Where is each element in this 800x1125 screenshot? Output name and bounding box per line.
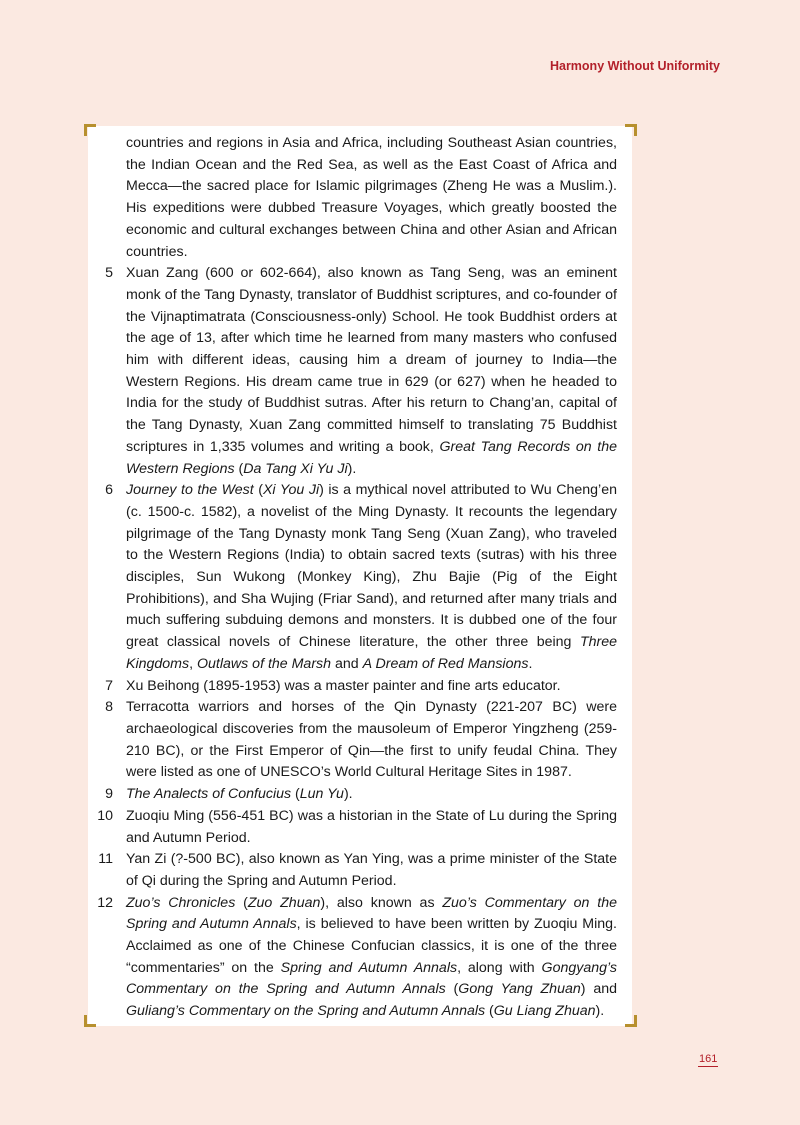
endnote-item <box>92 806 617 849</box>
endnote-title-italic: The Analects of Confucius <box>126 786 292 803</box>
endnote-text-run: Yan Zi (?-500 BC), also known as Yan Ying, was a prime minister of the State of Qi during the Spring and Autumn Period. <box>126 851 617 889</box>
endnote-number: 6 <box>105 482 113 499</box>
endnotes-list <box>92 133 617 1023</box>
endnote-text-run: Terracotta warriors and horses of the Qin Dynasty (221-207 BC) were archaeological discoveries from the mausoleum of Emperor Yingzheng (259-210 BC), or the First Emperor of Qin—the first to unify feudal China. They were listed as one of UNESCO’s World Cultural Heritage Sites in 1987. <box>126 699 617 781</box>
endnote-text-run: ). <box>347 460 357 477</box>
endnote-text-run: countries and regions in Asia and Africa, including Southeast Asian countries, the Indian Ocean and the Red Sea, as well as the East Coast of Africa and Mecca—the sacred place for Islamic pilgrimages (Zheng He was a Muslim.). His expeditions were dubbed Treasure Voyages, which greatly boosted the economic and cultural exchanges between China and other Asian and African countries. <box>126 135 617 260</box>
endnote-item <box>92 784 617 806</box>
endnote-title-italic: Outlaws of the Marsh <box>196 655 332 672</box>
endnote-text-run: ( <box>253 482 263 499</box>
endnote-title-italic: Three Kingdoms <box>126 634 617 672</box>
endnote-text-run: ). <box>595 1003 605 1020</box>
endnote-text-run: Xu Beihong (1895-1953) was a master painter and fine arts educator. <box>126 677 561 694</box>
endnote-number: 9 <box>105 786 113 803</box>
endnote-text <box>126 895 617 1020</box>
endnote-text <box>126 808 617 846</box>
endnote-title-italic: Great Tang Records on the Western Regions <box>126 438 618 477</box>
endnote-number: 12 <box>97 894 113 911</box>
endnote-title-italic: Guliang’s Commentary on the Spring and Autumn Annals <box>126 1003 486 1020</box>
endnote-text <box>126 482 617 672</box>
endnote-title-italic: Zuo Zhuan <box>247 894 321 911</box>
endnote-title-italic: Zuo’s Chronicles <box>126 894 236 911</box>
endnote-text-run: ( <box>485 1003 494 1020</box>
endnote-title-italic: Journey to the West <box>126 482 254 499</box>
running-head: Harmony Without Uniformity <box>549 59 720 73</box>
corner-mark-bottom-right <box>625 1015 637 1027</box>
endnote-text-run: ( <box>445 981 459 998</box>
endnote-text <box>126 265 617 476</box>
endnote-number: 8 <box>105 699 113 716</box>
endnote-text <box>126 851 617 889</box>
endnote-text-run: ) and <box>580 981 617 998</box>
endnote-item <box>92 263 617 480</box>
endnote-title-italic: Spring and Autumn Annals <box>280 959 458 976</box>
endnote-text-run: . <box>528 655 533 672</box>
endnote-title-italic: Gong Yang Zhuan <box>458 981 581 998</box>
endnote-text-run: , along with <box>457 959 542 976</box>
endnote-item <box>92 893 617 1023</box>
endnote-text-run: Zuoqiu Ming (556-451 BC) was a historian in the State of Lu during the Spring and Autumn Period. <box>126 807 617 846</box>
endnote-number: 11 <box>98 851 113 868</box>
endnote-title-italic: Gu Liang Zhuan <box>493 1003 596 1020</box>
endnote-text-run: , is believed to have been written by Zuoqiu Ming. Acclaimed as one of the Chinese Confucian classics, it is one of the three “commentaries” on the <box>126 916 617 976</box>
endnote-number: 10 <box>97 807 113 824</box>
endnote-item <box>92 849 617 892</box>
endnote-text-run: and <box>331 655 363 672</box>
endnote-text-run: ( <box>291 786 300 803</box>
endnote-text-run: ) is a mythical novel attributed to Wu Cheng’en (c. 1500-c. 1582), a novelist of the Ming Dynasty. It recounts the legendary pilgrimage of the Tang Dynasty monk Tang Seng (Xuan Zang), who traveled to the Western Regions (India) to obtain sacred texts (sutras) with his three disciples, Sun Wukong (Monkey King), Zhu Bajie (Pig of the Eight Prohibitions), and Sha Wujing (Friar Sand), and returned after many trials and much suffering subduing demons and monsters. It is dubbed one of the four great classical novels of Chinese literature, the other three being <box>126 482 617 651</box>
endnote-number: 5 <box>105 265 113 282</box>
endnote-text-run: ( <box>235 894 248 911</box>
endnote-text <box>126 786 353 802</box>
endnote-number: 7 <box>105 677 113 694</box>
endnote-item <box>92 480 617 675</box>
endnote-text-run: , <box>189 655 197 672</box>
endnote-title-italic: A Dream of Red Mansions <box>362 655 529 672</box>
endnote-item <box>92 676 617 698</box>
endnote-text <box>126 678 561 694</box>
endnote-title-italic: Zuo’s Commentary on the Spring and Autumn Annals <box>126 894 617 933</box>
corner-mark-top-right <box>625 124 637 136</box>
endnote-title-italic: Lun Yu <box>299 786 344 803</box>
endnote-item <box>92 133 617 263</box>
endnote-text-run: ( <box>234 460 244 477</box>
endnote-item <box>92 697 617 784</box>
endnote-text-run: ), also known as <box>320 894 443 911</box>
endnote-title-italic: Gongyang’s Commentary on the Spring and Autumn Annals <box>126 959 617 998</box>
page-number: 161 <box>699 1053 718 1065</box>
endnote-text <box>126 699 617 780</box>
endnote-title-italic: Xi You Ji <box>262 482 320 499</box>
endnote-text-run: ). <box>343 786 353 803</box>
endnote-text <box>126 135 617 260</box>
endnote-text-run: Xuan Zang (600 or 602-664), also known as Tang Seng, was an eminent monk of the Tang Dynasty, translator of Buddhist scriptures, and co-founder of the Vijnaptimatrata (Consciousness-only) School. He took Buddhist orders at the age of 13, after which time he learned from many masters who confused him with different ideas, causing him a dream of journey to India—the Western Regions. His dream came true in 629 (or 627) when he headed to India for the study of Buddhist sutras. After his return to Chang’an, capital of the Tang Dynasty, Xuan Zang committed himself to translating 75 Buddhist scriptures in 1,335 volumes and writing a book, <box>126 265 617 455</box>
endnote-title-italic: Da Tang Xi Yu Ji <box>243 460 348 477</box>
